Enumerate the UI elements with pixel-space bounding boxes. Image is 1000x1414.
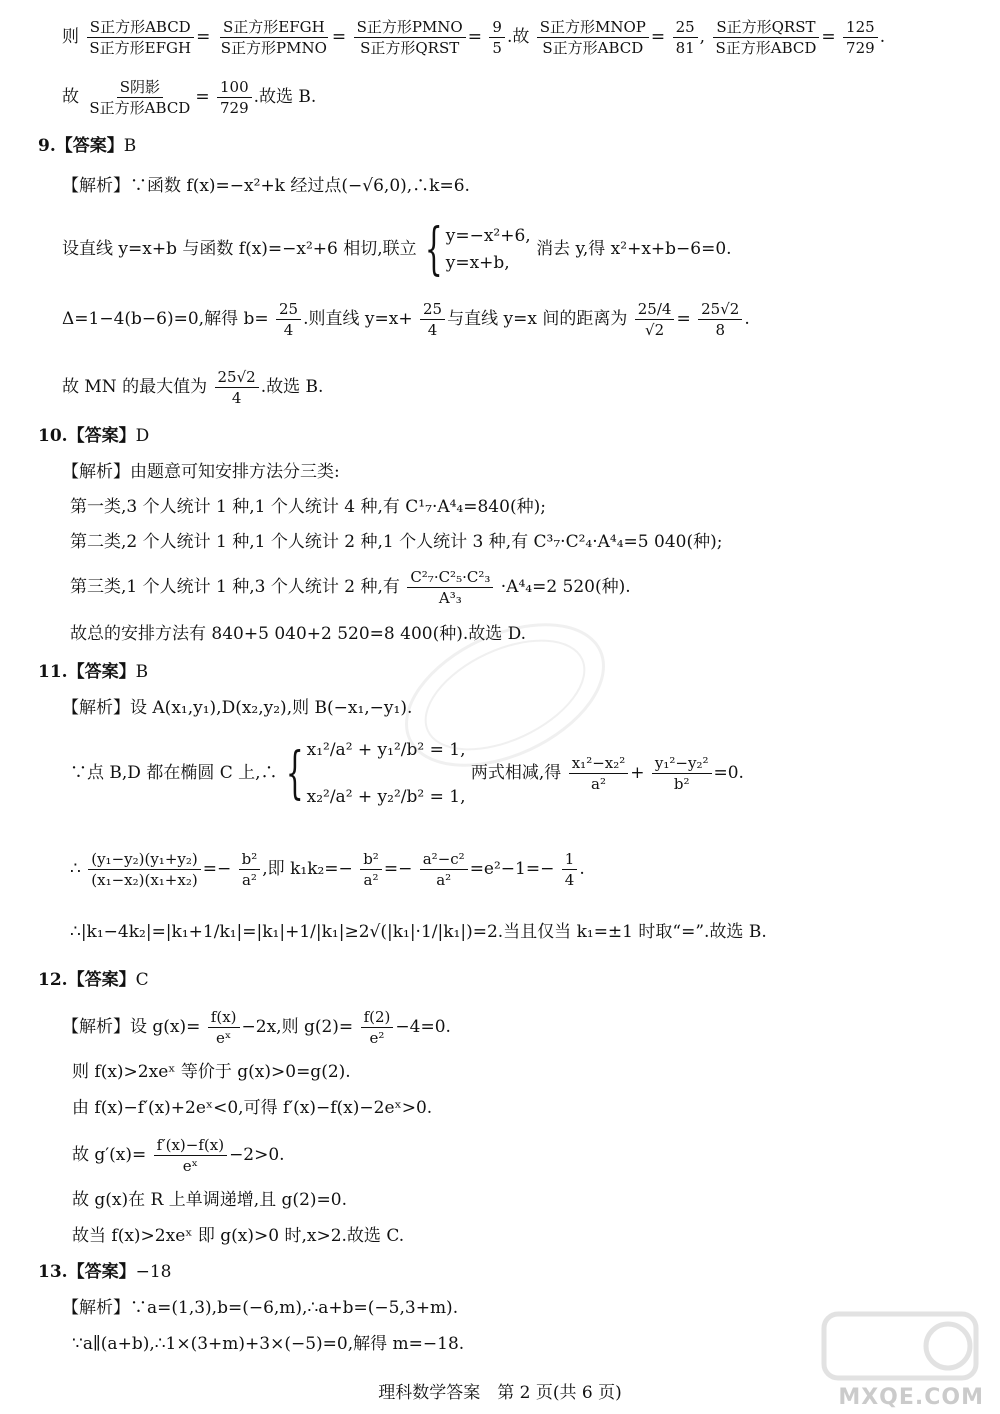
q11-line-2: ∵点 B,D 都在椭圆 C 上,∴ { x₁²/a² + y₁²/b² = 1, x₂²/a² + y₂²/b² = 1, 两式相减,得 $\frac{\text{x₁²−x₂²}}{\text{a²}}$ + $\frac{\text{y₁²−y₂²}}{\text{b²}}$ =0. <box>70 740 744 807</box>
fraction: $\frac{\text{b²}}{\text{a²}}$ <box>239 850 261 889</box>
q12-line-6: 故当 f(x)>2xeˣ 即 g(x)>0 时,x>2.故选 C. <box>72 1226 405 1246</box>
q12-line-1: 【解析】设 g(x)= $\frac{f(x)}{\text{eˣ}}$ −2x,则 g(2)= $\frac{f(2)}{\text{e²}}$ −4=0. <box>62 1008 451 1047</box>
ratio-line-2: 故 $\frac{\text{S阴影}}{\text{S正方形ABCD}}$ = $\frac{100}{729}$ .故选 B. <box>62 78 317 117</box>
fraction: $\frac{25}{4}$ <box>276 300 301 339</box>
q12-line-2: 则 f(x)>2xeˣ 等价于 g(x)>0=g(2). <box>72 1062 351 1082</box>
page-footer: 理科数学答案 第 2 页(共 6 页) <box>378 1383 622 1403</box>
fraction: $\frac{\text{(y₁−y₂)(y₁+y₂)}}{\text{(x₁−x₂)(x₁+x₂)}}$ <box>88 850 201 889</box>
q10-line-1: 【解析】由题意可知安排方法分三类: <box>62 462 340 482</box>
q13-answer: 13.【答案】−18 <box>38 1262 172 1282</box>
q10-line-4: 第三类,1 个人统计 1 种,3 个人统计 2 种,有 $\frac{\text{C²₇·C²₅·C²₃}}{\text{A³₃}}$ ·A⁴₄=2 520(种). <box>70 568 631 607</box>
fraction: $\frac{\text{S正方形MNOP}}{\text{S正方形ABCD}}$ <box>537 18 649 57</box>
logo-watermark-icon <box>820 1306 980 1386</box>
fraction: $\frac{25/4}{√2}$ <box>635 300 675 339</box>
fraction: $\frac{f(x)}{\text{eˣ}}$ <box>208 1008 240 1047</box>
q9-line-2: 设直线 y=x+b 与函数 f(x)=−x²+6 相切,联立 { y=−x²+6, y=x+b, 消去 y,得 x²+x+b−6=0. <box>62 217 732 282</box>
fraction: $\frac{9}{5}$ <box>489 18 505 57</box>
fraction: $\frac{f(2)}{\text{e²}}$ <box>361 1008 394 1047</box>
fraction: $\frac{\text{x₁²−x₂²}}{\text{a²}}$ <box>569 754 629 793</box>
fraction: $\frac{\text{S正方形QRST}}{\text{S正方形ABCD}}$ <box>712 18 819 57</box>
fraction: $\frac{\text{a²−c²}}{\text{a²}}$ <box>420 850 468 889</box>
q12-line-3: 由 f(x)−f′(x)+2eˣ<0,可得 f′(x)−f(x)−2eˣ>0. <box>72 1098 433 1118</box>
q12-line-5: 故 g(x)在 R 上单调递增,且 g(2)=0. <box>72 1190 347 1210</box>
fraction: $\frac{125}{729}$ <box>843 18 878 57</box>
equation-system: { x₁²/a² + y₁²/b² = 1, x₂²/a² + y₂²/b² = 1, <box>285 740 466 807</box>
q13-line-1: 【解析】∵a=(1,3),b=(−6,m),∴a+b=(−5,3+m). <box>62 1298 459 1318</box>
q13-line-2: ∵a∥(a+b),∴1×(3+m)+3×(−5)=0,解得 m=−18. <box>72 1334 465 1354</box>
q9-line-3: Δ=1−4(b−6)=0,解得 b= $\frac{25}{4}$ .则直线 y=x+ $\frac{25}{4}$ 与直线 y=x 间的距离为 $\frac{25/4}{√2}$ = $\frac{25√2}{8}$ . <box>62 300 750 339</box>
q11-line-1: 【解析】设 A(x₁,y₁),D(x₂,y₂),则 B(−x₁,−y₁). <box>62 698 413 718</box>
stamp-watermark-icon <box>390 615 620 775</box>
fraction: $\frac{25√2}{4}$ <box>215 368 259 407</box>
fraction: $\frac{\text{S正方形PMNO}}{\text{S正方形QRST}}$ <box>354 18 466 57</box>
fraction: $\frac{\text{S正方形EFGH}}{\text{S正方形PMNO}}$ <box>220 18 327 57</box>
fraction: $\frac{\text{S阴影}}{\text{S正方形ABCD}}$ <box>89 78 191 117</box>
equation-system: { y=−x²+6, y=x+b, <box>425 217 531 282</box>
q12-answer: 12.【答案】C <box>38 970 149 990</box>
fraction: $\frac{\text{b²}}{\text{a²}}$ <box>360 850 382 889</box>
q9-line-4: 故 MN 的最大值为 $\frac{25√2}{4}$ .故选 B. <box>62 368 324 407</box>
q12-line-4: 故 g′(x)= $\frac{f'(x)-f(x)}{\text{eˣ}}$ −2>0. <box>72 1136 285 1175</box>
fraction: $\frac{100}{729}$ <box>217 78 252 117</box>
fraction: $\frac{25}{81}$ <box>673 18 698 57</box>
q10-line-5: 故总的安排方法有 840+5 040+2 520=8 400(种).故选 D. <box>70 624 527 644</box>
fraction: $\frac{\text{S正方形ABCD}}{\text{S正方形EFGH}}$ <box>86 18 194 57</box>
q10-line-2: 第一类,3 个人统计 1 种,1 个人统计 4 种,有 C¹₇·A⁴₄=840(种); <box>70 497 546 517</box>
q10-answer: 10.【答案】D <box>38 426 150 446</box>
q11-line-3: ∴ $\frac{\text{(y₁−y₂)(y₁+y₂)}}{\text{(x₁−x₂)(x₁+x₂)}}$ =− $\frac{\text{b²}}{\text{a²}}$ ,即 k₁k₂=− $\frac{\text{b²}}{\text{a²}}$ =− $\frac{\text{a²−c²}}{\text{a²}}$ =e²−1=− $\frac{1}{4}$ . <box>70 850 585 889</box>
fraction: $\frac{25√2}{8}$ <box>698 300 742 339</box>
fraction: $\frac{f'(x)-f(x)}{\text{eˣ}}$ <box>154 1136 227 1175</box>
q10-line-3: 第二类,2 个人统计 1 种,1 个人统计 2 种,1 个人统计 3 种,有 C³₇·C²₄·A⁴₄=5 040(种); <box>70 532 723 552</box>
q9-answer: 9.【答案】B <box>38 136 137 156</box>
fraction: $\frac{\text{C²₇·C²₅·C²₃}}{\text{A³₃}}$ <box>407 568 493 607</box>
ratio-line-1: 则 $\frac{\text{S正方形ABCD}}{\text{S正方形EFGH}}$ = $\frac{\text{S正方形EFGH}}{\text{S正方形PMNO}}$ = $\frac{\text{S正方形PMNO}}{\text{S正方形QRST}}$ = $\frac{9}{5}$ .故 $\frac{\text{S正方形MNOP}}{\text{S正方形ABCD}}$ = $\frac{25}{81}$ , $\frac{\text{S正方形QRST}}{\text{S正方形ABCD}}$ = $\frac{125}{729}$ . <box>62 18 886 57</box>
fraction: $\frac{\text{y₁²−y₂²}}{\text{b²}}$ <box>652 754 712 793</box>
fraction: $\frac{1}{4}$ <box>562 850 578 889</box>
q11-line-4: ∴|k₁−4k₂|=|k₁+1/k₁|=|k₁|+1/|k₁|≥2√(|k₁|·1/|k₁|)=2.当且仅当 k₁=±1 时取“=”.故选 B. <box>70 922 767 942</box>
q9-line-1: 【解析】∵函数 f(x)=−x²+k 经过点(−√6,0),∴k=6. <box>62 176 470 196</box>
q11-answer: 11.【答案】B <box>38 662 149 682</box>
fraction: $\frac{25}{4}$ <box>420 300 445 339</box>
watermark-text: MXQE.COM <box>838 1385 984 1410</box>
